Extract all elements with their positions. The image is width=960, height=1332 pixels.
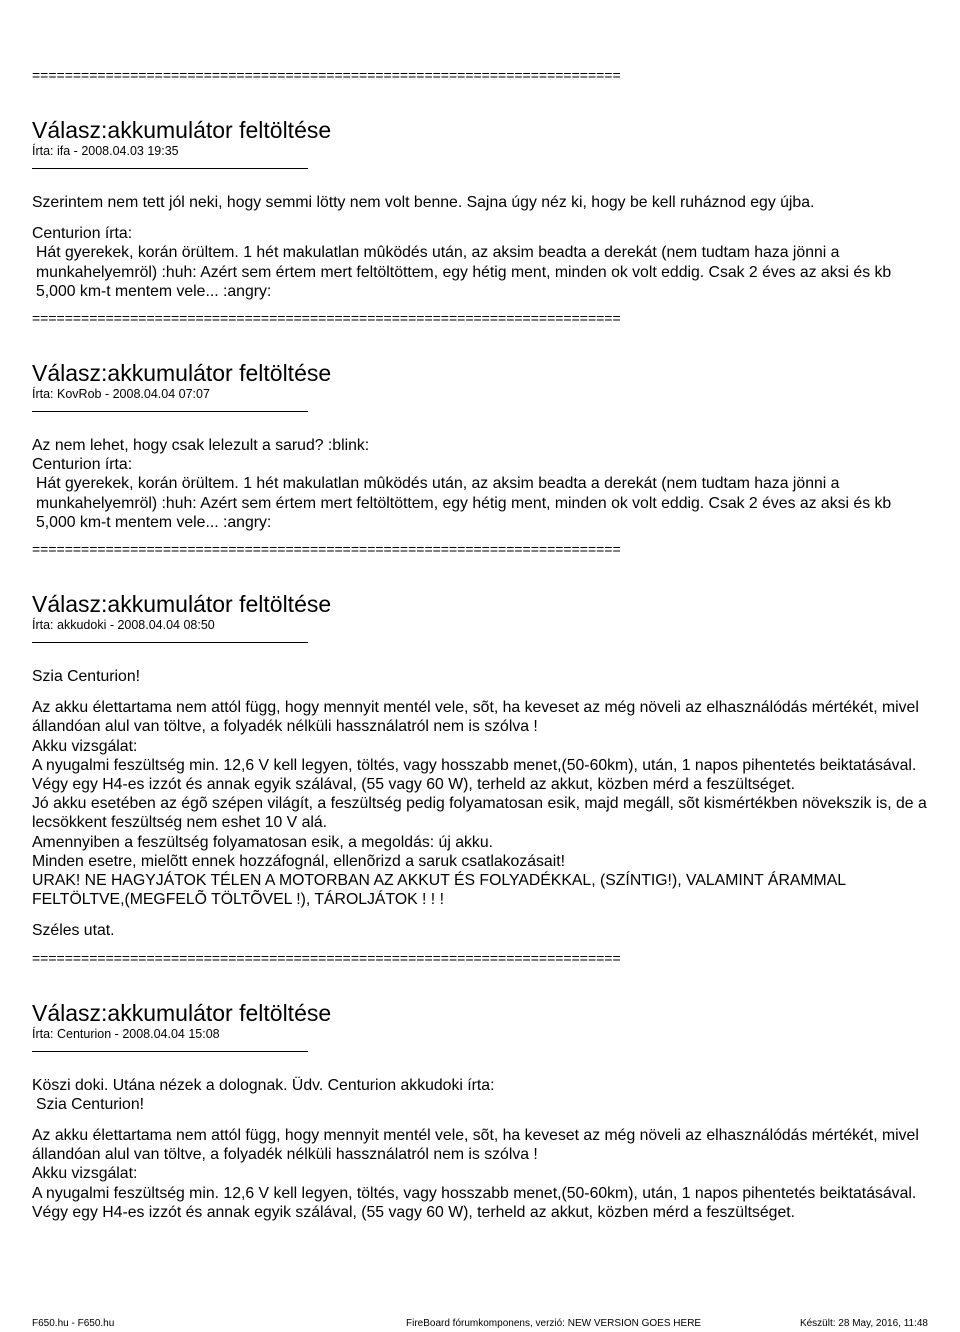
post-text: Szerintem nem tett jól neki, hogy semmi lötty nem volt benne. Sajna úgy néz ki, hogy be kell ruháznod egy újba. xyxy=(32,194,815,211)
post-text: Végy egy H4-es izzót és annak egyik szálával, (55 vagy 60 W), terheld az akkut, közben mérd a feszültséget. xyxy=(32,776,796,794)
post-meta: Írta: KovRob - 2008.04.04 07:07 xyxy=(32,387,210,402)
post xyxy=(32,116,932,301)
post-greeting: Szia Centurion! xyxy=(32,668,141,686)
post-closing: Széles utat. xyxy=(32,922,115,940)
quote-text: Hát gyerekek, korán örültem. 1 hét makulatlan mûködés után, az aksim beadta a derekát (nem tudtam haza jönni a munkahelyemröl) :huh: Azért sem értem mert feltöltöttem, egy hétig ment, minden ok volt eddig. Csak 2 éves az aksi és kb 5,000 km-t mentem vele... :angry: xyxy=(36,475,892,531)
post-title: Válasz:akkumulátor feltöltése xyxy=(32,591,332,618)
post-title: Válasz:akkumulátor feltöltése xyxy=(32,999,332,1026)
quote-text: Hát gyerekek, korán örültem. 1 hét makulatlan mûködés után, az aksim beadta a derekát (nem tudtam haza jönni a munkahelyemröl) :huh: Azért sem értem mert feltöltöttem, egy hétig ment, minden ok volt eddig. Csak 2 éves az aksi és kb 5,000 km-t mentem vele... :angry: xyxy=(36,244,892,300)
post-meta: Írta: akkudoki - 2008.04.04 08:50 xyxy=(32,618,215,633)
post-text: Köszi doki. Utána nézek a dolognak. Üdv. Centurion akkudoki írta: xyxy=(32,1076,495,1094)
post-title: Válasz:akkumulátor feltöltése xyxy=(32,117,332,143)
separator-line: ======================================================================== xyxy=(32,949,621,966)
footer-generated: Készült: 28 May, 2016, 11:48 xyxy=(799,1318,928,1329)
post-body xyxy=(32,643,932,941)
post xyxy=(32,590,932,941)
separator-line: ======================================================================== xyxy=(32,310,621,327)
quote-text: Végy egy H4-es izzót és annak egyik szálával, (55 vagy 60 W), terheld az akkut, közben mérd a feszültséget. xyxy=(32,1203,796,1221)
post-text: Az nem lehet, hogy csak lelezult a sarud? :blink: xyxy=(32,437,370,455)
post xyxy=(32,999,932,1222)
post-title: Válasz:akkumulátor feltöltése xyxy=(32,360,332,387)
post-text: Amennyiben a feszültség folyamatosan esik, a megoldás: új akku. xyxy=(32,833,493,851)
post-text: Akku vizsgálat: xyxy=(32,737,138,755)
post-body xyxy=(32,412,932,532)
footer-component: FireBoard fórumkomponens, verzió: NEW VERSION GOES HERE xyxy=(406,1318,702,1329)
post-text: A nyugalmi feszültség min. 12,6 V kell legyen, töltés, vagy hosszabb menet,(50-60km), után, 1 napos pihentetés beiktatásával. xyxy=(32,756,917,774)
post-meta: Írta: ifa - 2008.04.03 19:35 xyxy=(32,144,179,158)
separator-line: ======================================================================== xyxy=(32,541,621,558)
footer-site: F650.hu - F650.hu xyxy=(32,1318,115,1329)
post-meta: Írta: Centurion - 2008.04.04 15:08 xyxy=(32,1026,220,1041)
quote-text: A nyugalmi feszültség min. 12,6 V kell legyen, töltés, vagy hosszabb menet,(50-60km), után, 1 napos pihentetés beiktatásával. xyxy=(32,1184,917,1202)
post-text: Az akku élettartama nem attól függ, hogy mennyit mentél vele, sõt, ha keveset az még növeli az elhasználódás mértékét, mivel állandóan alul van töltve, a folyadék nélküli hassználatról nem is szólva ! xyxy=(32,699,919,736)
post-body xyxy=(32,1052,932,1222)
separator-line: ======================================================================== xyxy=(32,67,621,83)
quote-text: Az akku élettartama nem attól függ, hogy mennyit mentél vele, sõt, ha keveset az még növeli az elhasználódás mértékét, mivel állandóan alul van töltve, a folyadék nélküli hassználatról nem is szólva ! xyxy=(32,1127,919,1164)
forum-thread xyxy=(32,66,932,1222)
quote-author: Centurion írta: xyxy=(32,456,133,474)
quote-greeting: Szia Centurion! xyxy=(36,1095,145,1113)
post-body xyxy=(32,169,932,301)
post-text: Jó akku esetében az égõ szépen világít, a feszültség pedig folyamatosan esik, majd megáll, sõt kismértékben növekszik is, de a lecsökkent feszültség nem eshet 10 V alá. xyxy=(32,795,927,832)
page-footer xyxy=(32,1318,928,1332)
post-text: URAK! NE HAGYJÁTOK TÉLEN A MOTORBAN AZ AKKUT ÉS FOLYADÉKKAL, (SZÍNTIG!), VALAMINT ÁRAMMAL FELTÖLTVE,(MEGFELÕ TÖLTÕVEL !), TÁROLJÁTOK ! ! ! xyxy=(32,872,846,909)
post-text: Minden esetre, mielõtt ennek hozzáfognál, ellenõrizd a saruk csatlakozásait! xyxy=(32,852,565,870)
quote-author: Centurion írta: xyxy=(32,225,133,243)
post xyxy=(32,359,932,532)
quote-text: Akku vizsgálat: xyxy=(32,1165,138,1183)
